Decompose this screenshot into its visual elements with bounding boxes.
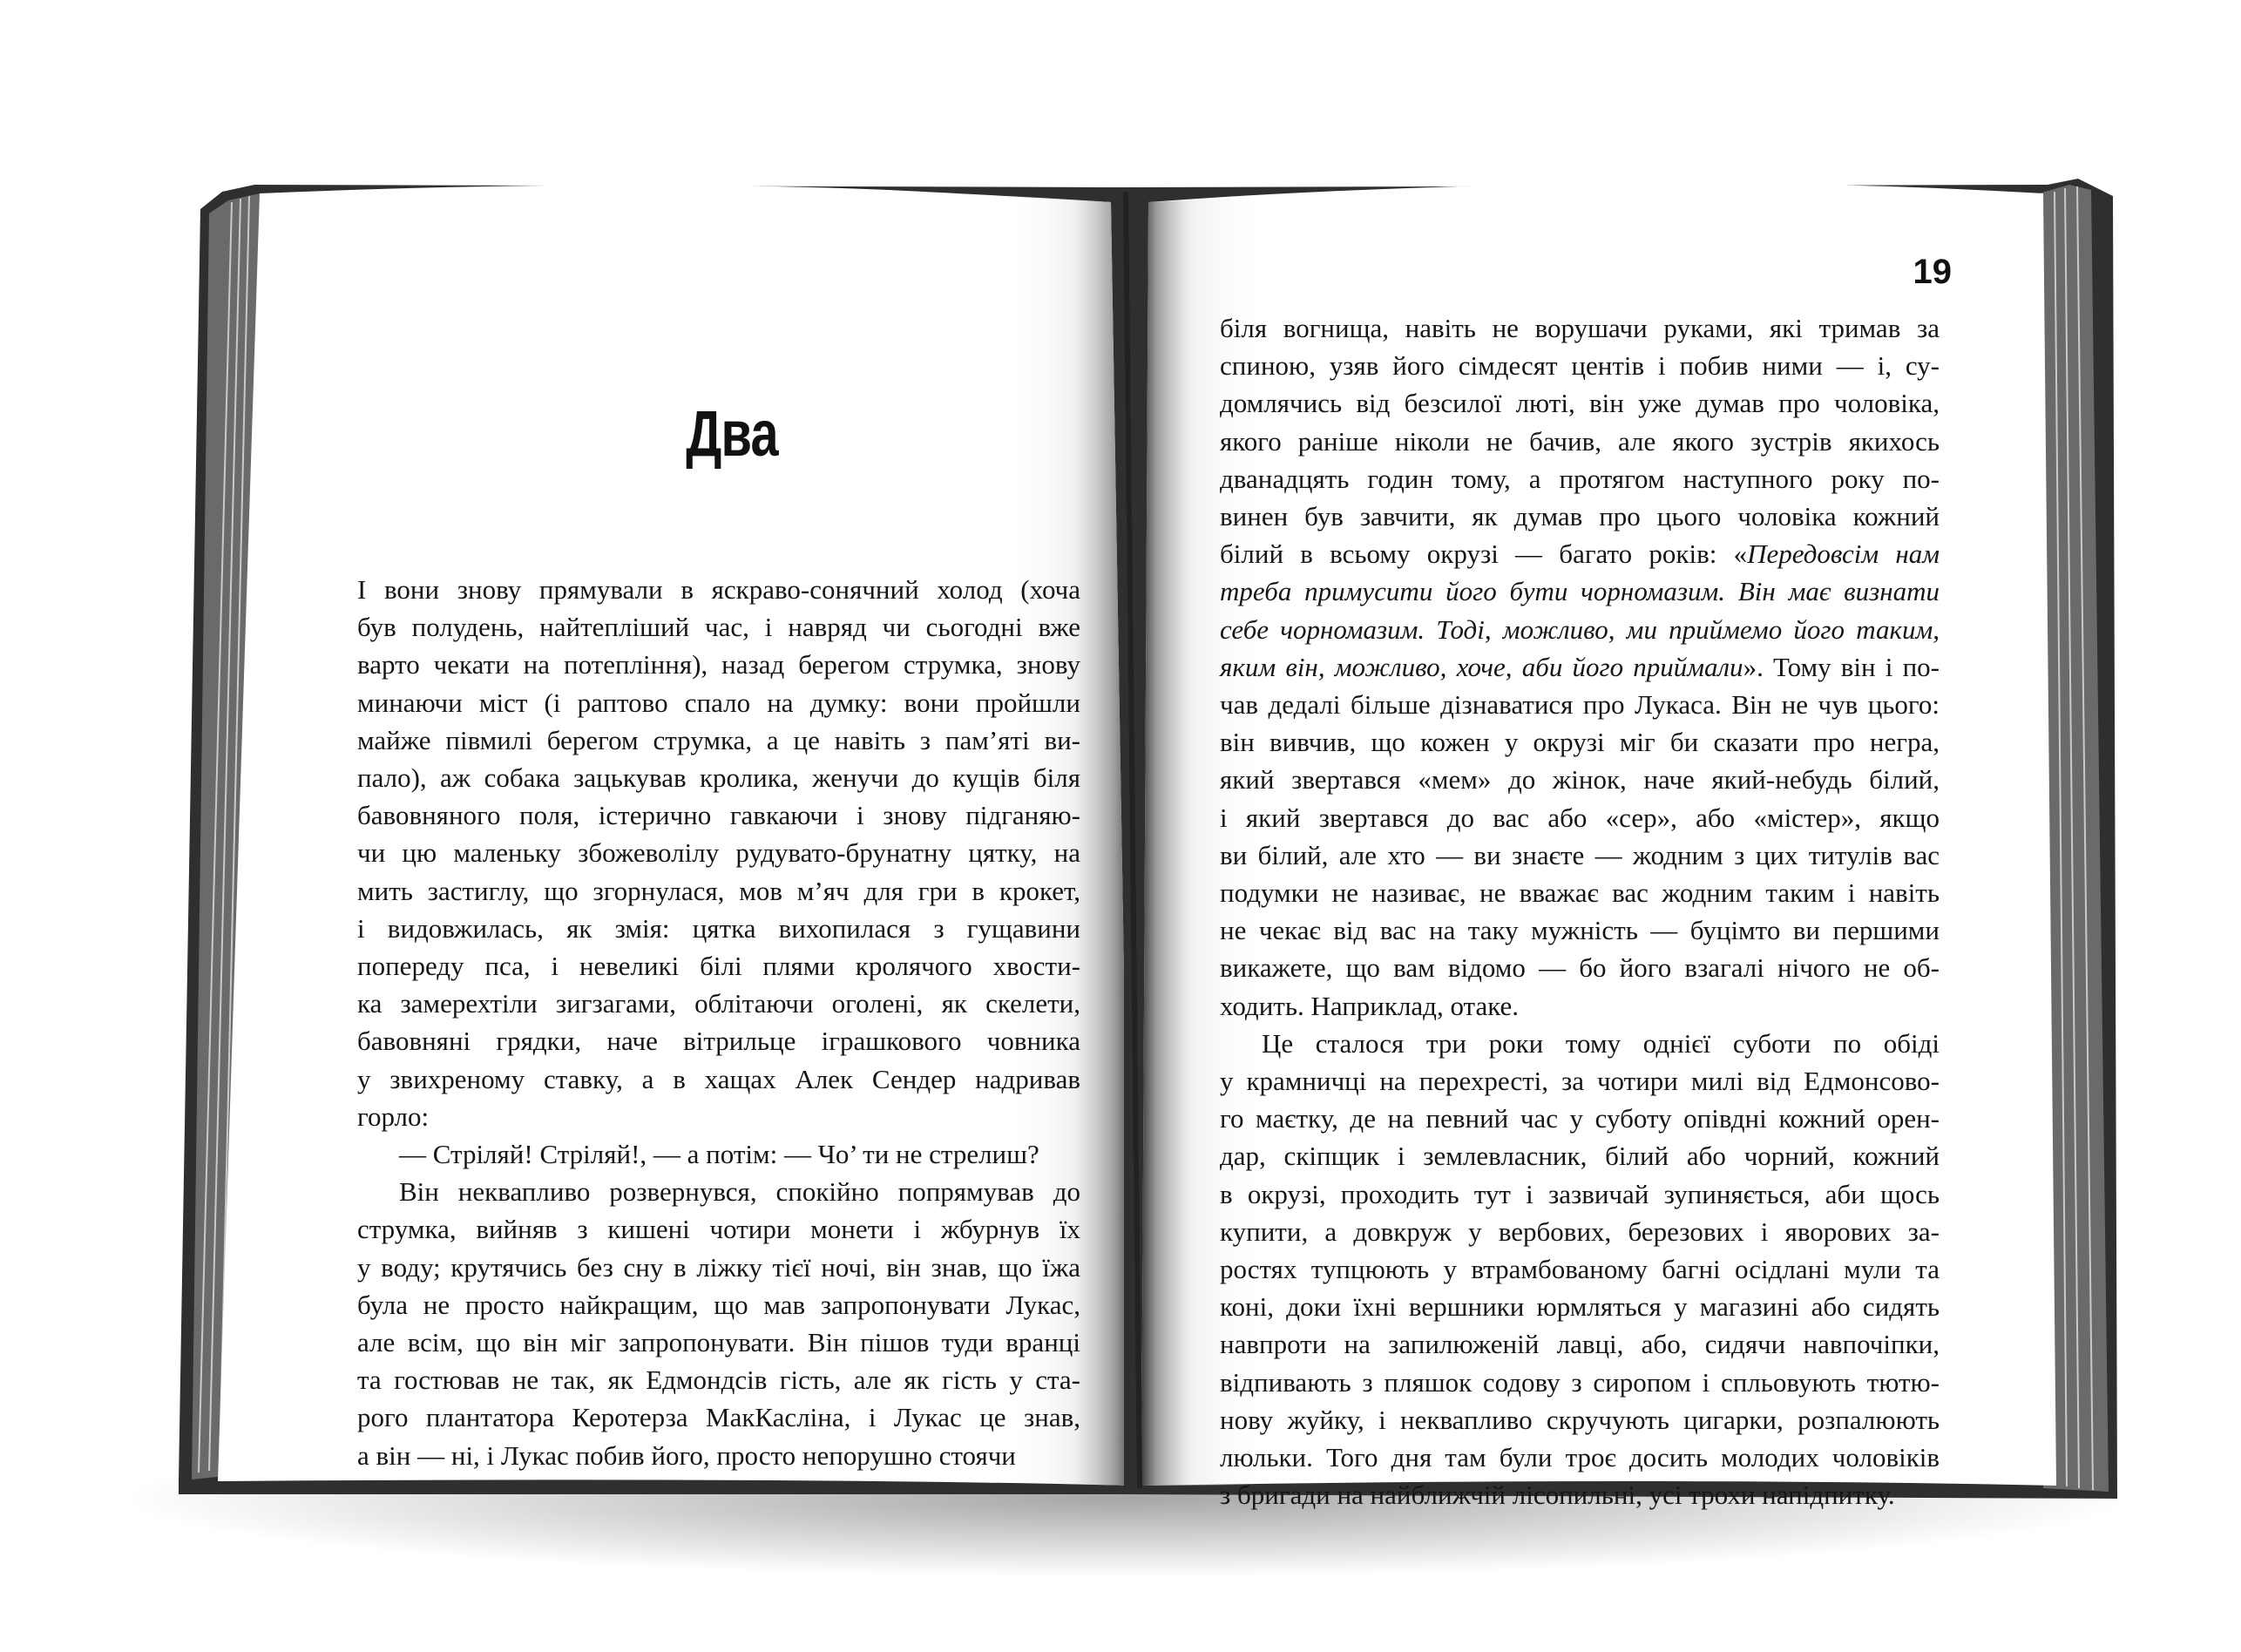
text-line: а він — ні, і Лукас побив його, просто непорушно стоячи [357, 1439, 1016, 1471]
text-line: викажете, що вам відомо — бо його взагалі нічого не об- [1220, 952, 1940, 984]
text-line: з бригади на найближчій лісопильні, усі трохи напідпитку. [1220, 1479, 1895, 1511]
text-line: ви білий, але хто — ви знаєте — жодним з цих титулів вас [1220, 839, 1940, 870]
paragraph [357, 1173, 1080, 1474]
text-line: Це сталося три роки тому однієї суботи по обіді [1262, 1027, 1940, 1059]
text-line: попереду пса, і невеликі білі плями кролячого хвости- [357, 951, 1080, 982]
left-page-text [357, 571, 1080, 1474]
text-line: була не просто найкращим, що мав запропонувати Лукас, [357, 1289, 1080, 1320]
text-line: майже півмилі берегом струмка, а це навіть з пам’яті ви- [357, 724, 1080, 755]
text-line: яким він, можливо, хоче, аби його приймали». Тому він і по- [1220, 651, 1940, 682]
text-line: спиною, узяв його сімдесят центів і побив ними — і, су- [1220, 350, 1940, 382]
text-line: був полудень, найтепліший час, і навряд чи сьогодні вже [357, 612, 1080, 643]
text-line: і який звертався до вас або «сер», або «містер», якщо [1220, 802, 1940, 833]
text-line: пало), аж собака зацькував кролика, женучи до кущів біля [357, 762, 1080, 794]
text-line: го маєтку, де на певний час у суботу опівдні кожний орен- [1220, 1103, 1940, 1134]
text-line: білий в всьому окрузі — багато років: «Передовсім нам [1220, 538, 1940, 570]
text-line: і видовжилась, як змія: цятка вихопилася з гущавини [357, 912, 1080, 944]
text-line: винен був завчити, як думав про цього чоловіка кожний [1220, 501, 1940, 532]
text-line: у воду; крутячись без сну в ліжку тієї ночі, він знав, що їжа [357, 1251, 1080, 1283]
text-line: ходить. Наприклад, отаке. [1220, 990, 1520, 1021]
text-line: дар, скіпщик і землевласник, білий або чорний, кожний [1220, 1141, 1940, 1172]
text-line: ростях тупцюють у втрамбованому багні осідлані мули та [1220, 1254, 1940, 1285]
paragraph [357, 571, 1080, 1135]
text-line: в окрузі, проходить тут і зазвичай зупиняється, аби щось [1220, 1178, 1940, 1209]
right-page-text [1220, 309, 1940, 1514]
text-line: дванадцять годин тому, а протягом наступного року по- [1220, 463, 1940, 494]
text-line: себе чорномазим. Тоді, можливо, ми приймемо його таким, [1220, 613, 1940, 645]
text-line: варто чекати на потепління), назад берегом струмка, знову [357, 649, 1080, 680]
text-line: ка замерехтіли зигзагами, облітаючи оголені, як скелети, [357, 988, 1080, 1019]
text-line: домлячись від безсилої люті, він уже думав про чоловіка, [1220, 388, 1940, 419]
text-line: який звертався «мем» до жінок, наче який-небудь білий, [1220, 764, 1940, 796]
text-line: він вивчив, що кожен у окрузі міг би сказати про негра, [1220, 727, 1940, 758]
text-line: коні, доки їхні вершники юрмляться у магазині або сидять [1220, 1291, 1940, 1323]
text-line: подумки не називає, не вважає вас жодним таким і навіть [1220, 877, 1940, 909]
text-line: треба примусити його бути чорномазим. Він має визнати [1220, 576, 1940, 607]
text-line: бавовняні грядки, наче вітрильце іграшкового човника [357, 1026, 1080, 1057]
text-line: горло: [357, 1100, 430, 1132]
text-line: у крамничці на перехресті, за чотири милі від Едмонсово- [1220, 1066, 1940, 1097]
text-line: нову жуйку, і неквапливо скручують цигарки, розпалюють [1220, 1404, 1940, 1435]
chapter-title: Два [686, 397, 778, 470]
text-line: біля вогнища, навіть не ворушачи руками, які тримав за [1220, 313, 1940, 343]
text-line: люльки. Того дня там були троє досить молодих чоловіків [1220, 1442, 1940, 1473]
text-line: Він неквапливо розвернувся, спокійно попрямував до [399, 1176, 1080, 1208]
text-line: бавовняного поля, істерично гавкаючи і знову підганяю- [357, 800, 1080, 831]
text-line: відпивають з пляшок содову з сиропом і спльовують тютю- [1220, 1366, 1940, 1398]
text-line: мить застиглу, що згорнулася, мов м’яч для гри в крокет, [357, 875, 1080, 906]
text-line: купити, а довкруж у вербових, березових і яворових за- [1220, 1215, 1940, 1247]
text-line: рого плантатора Керотерза МакКасліна, і Лукас це знав, [357, 1402, 1080, 1433]
text-line: І вони знову прямували в яскраво-сонячний холод (хоча [357, 574, 1080, 605]
text-line: минаючи міст (і раптово спало на думку: вони пройшли [357, 687, 1080, 718]
paragraph [357, 1135, 1080, 1173]
text-line: якого раніше ніколи не бачив, але якого зустрів якихось [1220, 425, 1940, 457]
text-line: та гостював не так, як Едмондсів гість, але як гість у ста- [357, 1364, 1080, 1396]
paragraph [1220, 1025, 1940, 1514]
text-line: навпроти на запилюженій лавці, або, сидячи навпочіпки, [1220, 1329, 1940, 1360]
page-number: 19 [1913, 253, 1952, 291]
text-line: у звихреному ставку, а в хащах Алек Сендер надривав [357, 1063, 1080, 1094]
text-line: — Стріляй! Стріляй!, — а потім: — Чо’ ти не стрелиш? [399, 1139, 1039, 1170]
paragraph [1220, 309, 1940, 1025]
text-line: чав дедалі більше дізнаватися про Лукаса. Він не чув цього: [1220, 689, 1940, 721]
text-line: але всім, що він міг запропонувати. Він пішов туди вранці [357, 1327, 1080, 1358]
text-line: чи цю маленьку збожеволілу рудувато-брунатну цятку, на [357, 837, 1080, 869]
text-line: струмка, вийняв з кишені чотири монети і жбурнув їх [357, 1214, 1080, 1245]
text-line: не чекає від вас на таку мужність — буцімто ви першими [1220, 915, 1940, 946]
